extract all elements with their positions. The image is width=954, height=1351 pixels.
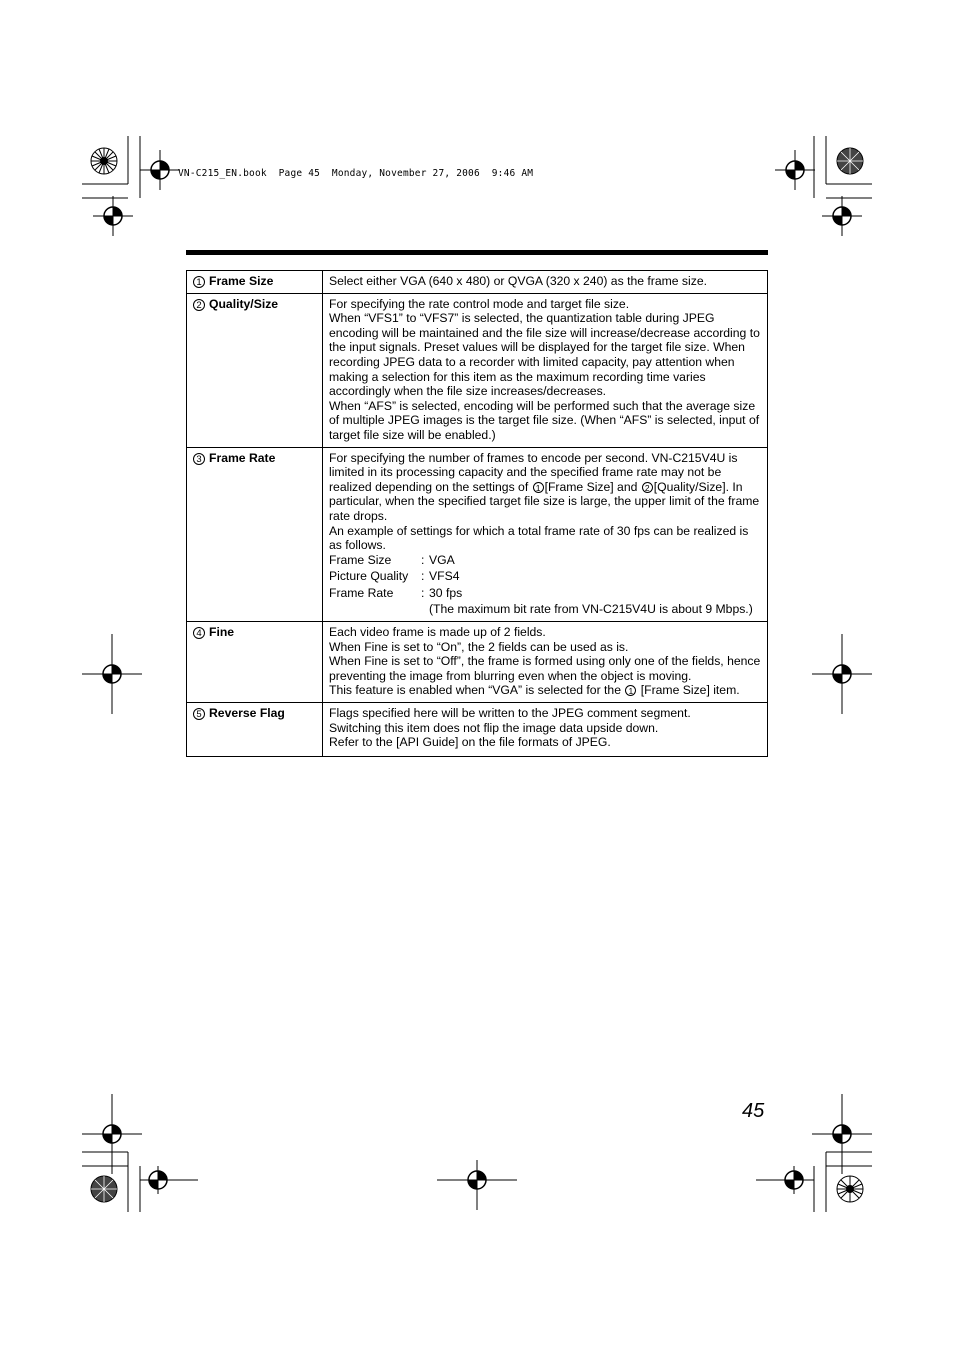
description-text: Flags specified here will be written to the JPEG comment segment. [329, 706, 691, 721]
row-description [323, 271, 768, 294]
row-description [323, 447, 768, 622]
item-label: Frame Size [209, 274, 274, 288]
row-label [187, 703, 323, 757]
table-row [187, 447, 768, 622]
row-label [187, 293, 323, 447]
item-label: Fine [209, 625, 235, 640]
crop-mark-bottom-left [78, 1094, 202, 1218]
table-row [187, 271, 768, 294]
top-rule [186, 250, 768, 255]
registration-target-icon [437, 1160, 517, 1210]
item-number: 1 [193, 276, 205, 288]
row-label [187, 271, 323, 294]
item-label: Reverse Flag [209, 706, 285, 721]
description-text: For specifying the number of frames to encode per second. VN-C215V4U is limited in its processing capacity and the specified frame rate may not be realized depending on the settings of 1 [Frame Size] and 2 [Quality/Size]. In particular, when the specified target file size is large, the upper limit of the frame rate drops. [329, 450, 760, 523]
registration-target-icon [140, 150, 180, 190]
description-text: Switching this item does not flip the image data upside down. [329, 720, 659, 735]
description-text: An example of settings for which a total frame rate of 30 fps can be realized is as follows. [329, 523, 749, 553]
item-number: 4 [193, 627, 205, 639]
crop-mark-bottom-right [752, 1094, 876, 1218]
settings-table [186, 270, 768, 757]
table-row [187, 622, 768, 703]
description-text: When “AFS” is selected, encoding will be performed such that the average size of multiple JPEG images is the target file size. (When “AFS” is selected, input of target file size will be enabled.) [329, 398, 760, 442]
row-description [323, 293, 768, 447]
item-label: Quality/Size [209, 296, 279, 311]
item-reference-number: 1 [625, 685, 636, 696]
registration-target-icon [775, 150, 815, 190]
description-text: For specifying the rate control mode and target file size. [329, 296, 630, 311]
setting-row: Frame Rate : 30 fps [329, 585, 463, 600]
setting-row: Frame Size : VGA [329, 552, 455, 567]
description-text: Each video frame is made up of 2 fields. [329, 625, 546, 640]
row-label [187, 447, 323, 622]
description-text: When Fine is set to “On”, the 2 fields can be used as is. [329, 639, 629, 654]
registration-target-icon [822, 196, 862, 236]
item-number: 5 [193, 708, 205, 720]
row-label [187, 622, 323, 703]
item-reference-number: 2 [642, 482, 653, 493]
item-reference-number: 1 [533, 482, 544, 493]
description-text: Refer to the [API Guide] on the file formats of JPEG. [329, 735, 611, 750]
description-text: Select either VGA (640 x 480) or QVGA (320 x 240) as the frame size. [329, 274, 707, 288]
item-label: Frame Rate [209, 450, 276, 465]
item-number: 2 [193, 299, 205, 311]
page-number: 45 [742, 1100, 765, 1122]
table-row [187, 703, 768, 757]
description-text: When “VFS1” to “VFS7” is selected, the quantization table during JPEG encoding will be maintained and the file size will increase/decrease according to the input signals. Preset values will be displayed for the target file size. When recording JPEG data to a recorder with limited capacity, pay attention when making a selection for this item as the maximum recording time varies accordingly when the file size increases/decreases. [329, 311, 760, 399]
item-number: 3 [193, 453, 205, 465]
description-text: This feature is enabled when “VGA” is selected for the 1 [Frame Size] item. [329, 683, 740, 698]
row-description [323, 703, 768, 757]
description-text: When Fine is set to “Off”, the frame is formed using only one of the fields, hence preventing the image from blurring even when the object is moving. [329, 654, 761, 683]
registration-target-icon [82, 634, 142, 714]
setting-row: Picture Quality : VFS4 [329, 569, 460, 584]
registration-target-icon [93, 196, 133, 236]
table-row [187, 293, 768, 447]
row-description [323, 622, 768, 703]
setting-note: (The maximum bit rate from VN-C215V4U is about 9 Mbps.) [429, 602, 753, 617]
registration-target-icon [812, 634, 872, 714]
book-file-info: VN-C215_EN.book Page 45 Monday, November 27, 2006 9:46 AM [178, 168, 534, 179]
